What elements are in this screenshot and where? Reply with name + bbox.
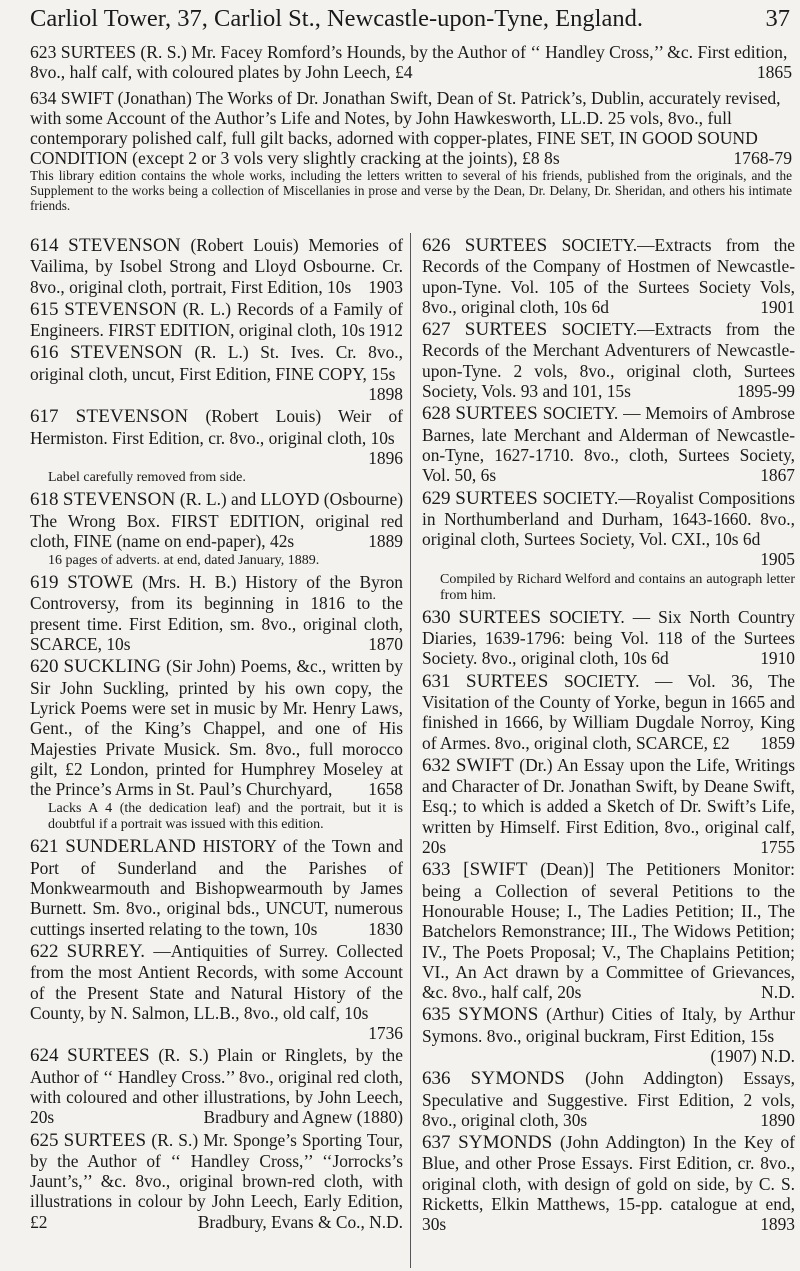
catalogue-entry (422, 755, 795, 857)
entry-date: 1912 (368, 320, 403, 341)
catalogue-entry (422, 607, 795, 669)
catalogue-entry (422, 403, 795, 485)
entry-text: (Robert Louis) Weir of Hermiston. First Edition, cr. 8vo., original cloth, 10s (30, 406, 403, 448)
entry-text: (Dean)] The Petitioners Monitor: being a Collection of several Petitions to the Honourable House; I., The Ladies Petition; II., The Batchelors Remonstrance; III., The Widows Petition; IV., The Poets Proposal; V., The Chaplains Petition; VI., An Act drawn by a Committee of Grievances, &c. 8vo., half calf, 20s (422, 859, 795, 1003)
entry-text: (R. S.) Mr. Sponge’s Sporting Tour, by the Author of ‘‘ Handley Cross,’’ ‘‘Jorrocks’s Jaunt’s,’’ &c. 8vo., original brown-red cloth, with illustrations in colour by John Leech, Early Edition, £2 (30, 1129, 403, 1232)
entry-heading: SURTEES (458, 606, 542, 628)
catalogue-entry (30, 406, 403, 468)
entry-text: —Antiquities of Surrey. Collected from the most Antient Records, with some Account of the Present State and Natural History of the County, by N. Salmon, LL.B., 8vo., old calf, 10s (30, 940, 403, 1023)
entry-text: (R. L.) St. Ives. Cr. 8vo., original cloth, uncut, First Edition, FINE COPY, 15s (30, 342, 403, 384)
catalogue-entry (422, 1068, 795, 1130)
catalogue-entry (30, 941, 403, 1043)
entry-heading: SWIFT (455, 754, 514, 776)
entry-heading: SURTEES (465, 670, 549, 692)
catalogue-entry (422, 235, 795, 317)
entry-heading: SUNDERLAND (65, 836, 197, 858)
entry-heading: SYMONS (458, 1004, 539, 1026)
page-number: 37 (765, 5, 790, 32)
entry-date: 1768-79 (733, 148, 792, 168)
entry-number: 631 (422, 670, 451, 692)
catalogue-entry (422, 671, 795, 753)
entry-text: SOCIETY.—Extracts from the Records of the Merchant Adventurers of Newcastle-upon-Tyne. 2 vols, 8vo., original cloth, Surtees Society, Vols. 93 and 101, 15s (422, 319, 795, 402)
catalogue-entry (30, 836, 403, 938)
catalogue-entry (422, 488, 795, 570)
entry-number: 625 (30, 1129, 59, 1151)
entry-text: (John Addington) In the Key of Blue, and other Prose Essays. First Edition, cr. 8vo., original cloth, with design of gold on side, by C. S. Ricketts, Elkin Matthews, 15-pp. catalogue at end, 30s (422, 1132, 795, 1235)
entry-heading: STEVENSON (68, 235, 181, 256)
page-header (30, 4, 790, 34)
entry-text: (Arthur) Cities of Italy, by Arthur Symons. 8vo., original buckram, First Edition, 15s (422, 1004, 795, 1046)
entry-number: 617 (30, 406, 59, 428)
entry-text: SOCIETY. — Vol. 36, The Visitation of the County of Yorke, begun in 1665 and finished in 1666, by William Dugdale Norroy, King of Armes. 8vo., original cloth, SCARCE, £2 (422, 670, 795, 753)
entry-heading: SURREY. (66, 940, 146, 962)
entry-number: 632 (422, 754, 451, 776)
catalogue-entry (422, 1132, 795, 1234)
entry-date: 1896 (368, 447, 403, 468)
entry-text: (Sir John) Poems, &c., written by Sir John Suckling, printed by his own copy, the Lyrick Poems were set in music by Mr. Henry Laws, Gent., of the King’s Chappel, and one of His Majesties Private Musick. Sm. 8vo., full morocco gilt, £2 London, printed for Humphrey Moseley at the Prince’s Arms in St. Paul’s Churchyard, (30, 656, 403, 800)
entry-date: 1910 (760, 648, 795, 669)
entry-number: 633 (422, 859, 451, 881)
left-column (30, 235, 403, 1234)
catalogue-entry (422, 319, 795, 401)
entry-number: 630 (422, 606, 451, 628)
top-entry-634 (30, 88, 792, 213)
entry-text: SOCIETY. — Six North Country Diaries, 1639-1796: being Vol. 118 of the Surtees Society. 8vo., original cloth, 10s 6d (422, 606, 795, 669)
entry-text: (R. S.) Plain or Ringlets, by the Author of ‘‘ Handley Cross.’’ 8vo., original red cloth, with coloured and other illustrations, by John Leech, 20s (30, 1045, 403, 1128)
catalogue-entry (30, 235, 403, 297)
entry-date: 1755 (760, 837, 795, 858)
entry-date: Bradbury, Evans & Co., N.D. (197, 1211, 403, 1232)
entry-heading: [SWIFT (463, 859, 528, 881)
entry-number: 619 (30, 572, 59, 594)
entry-text: SOCIETY.—Royalist Compositions in Northumberland and Durham, 1643-1660. 8vo., original cloth, Surtees Society, Vol. CXI., 10s 6d (422, 487, 795, 550)
entry-text: SURTEES (R. S.) Mr. Facey Romford’s Hounds, by the Author of ‘‘ Handley Cross,’’ &c. First edition, 8vo., half calf, with coloured plates by John Leech, £4 (30, 42, 788, 82)
entry-heading: SURTEES (464, 319, 548, 341)
entry-text: (Robert Louis) Memories of Vailima, by Isobel Strong and Lloyd Osbourne. Cr. 8vo., original cloth, portrait, First Edition, 10s (30, 235, 403, 297)
entry-date: 1859 (760, 732, 795, 753)
entry-date: 1898 (368, 384, 403, 405)
entry-number: 627 (422, 319, 451, 341)
entry-note: 16 pages of adverts. at end, dated January, 1889. (48, 553, 320, 569)
entry-heading: STEVENSON (70, 342, 183, 364)
entry-text: (John Addington) Essays, Speculative and Suggestive. First Edition, 2 vols, 8vo., original cloth, 30s (422, 1068, 795, 1130)
entry-number: 620 (30, 656, 59, 678)
entry-number: 616 (30, 342, 59, 364)
top-entry-623 (30, 42, 792, 82)
entry-date: 1895-99 (737, 381, 795, 402)
entry-number: 618 (30, 489, 59, 511)
entry-heading: SYMONDS (458, 1132, 553, 1154)
column-divider (410, 233, 411, 1268)
entry-date: 1890 (760, 1109, 795, 1130)
entry-date: 1736 (368, 1023, 403, 1044)
entry-note: Compiled by Richard Welford and contains an autograph letter from him. (440, 571, 795, 603)
entry-date: 1867 (760, 465, 795, 486)
entry-number: 634 (30, 88, 57, 108)
entry-number: 635 (422, 1004, 451, 1026)
entry-number: 614 (30, 235, 59, 256)
catalogue-entry (30, 299, 403, 341)
entry-heading: SYMONDS (470, 1068, 565, 1090)
catalogue-entry (422, 1004, 795, 1066)
entry-note: Label carefully removed from side. (48, 470, 246, 486)
entry-heading: STOWE (67, 572, 134, 594)
entry-number: 629 (422, 487, 451, 509)
entry-text: (Dr.) An Essay upon the Life, Writings and Character of Dr. Jonathan Swift, by Deane Swift, Esq.; to which is added a Sketch of Dr. Swift’s Life, written by Himself. First Edition, 8vo., original calf, 20s (422, 754, 795, 858)
entry-heading: SURTEES (67, 1045, 150, 1067)
entry-text: HISTORY of the Town and Port of Sunderland and the Parishes of Monkwearmouth and Bishopwearmouth by James Burnett. Sm. 8vo., original bds., UNCUT, numerous cuttings inserted relating to the town, 10s (30, 836, 403, 939)
entry-date: 1893 (760, 1214, 795, 1235)
entry-number: 626 (422, 235, 451, 256)
catalogue-entry (30, 1130, 403, 1232)
entry-heading: SURTEES (455, 403, 538, 425)
entry-heading: STEVENSON (62, 489, 176, 511)
catalogue-entry (30, 656, 403, 799)
entry-number: 628 (422, 403, 451, 425)
entry-date: Bradbury and Agnew (1880) (203, 1107, 403, 1128)
entry-date: (1907) N.D. (710, 1045, 795, 1066)
entry-text: (R. L.) and LLOYD (Osbourne) The Wrong Box. FIRST EDITION, original red cloth, FINE (name on end-paper), 42s (30, 489, 403, 551)
entry-number: 621 (30, 836, 59, 858)
entry-number: 623 (30, 42, 57, 62)
entry-date: 1903 (368, 276, 403, 297)
entry-heading: SURTEES (455, 487, 538, 509)
entry-number: 615 (30, 298, 59, 320)
entry-heading: STEVENSON (64, 298, 177, 320)
entry-note: Lacks A 4 (the dedication leaf) and the portrait, but it is doubtful if a portrait was issued with this edition. (48, 801, 403, 833)
entry-date: 1830 (368, 918, 403, 939)
entry-text: SOCIETY. — Memoirs of Ambrose Barnes, late Merchant and Alderman of Newcastle-on-Tyne, 1627-1710. 8vo., cloth, Surtees Society, Vol. 50, 6s (422, 403, 795, 486)
catalogue-entry (30, 572, 403, 654)
entry-heading: SUCKLING (63, 656, 162, 678)
entry-date: N.D. (761, 982, 795, 1003)
entry-heading: SURTEES (63, 1129, 147, 1151)
entry-note: This library edition contains the whole works, including the letters written to several of his friends, published from the originals, and the Supplement to the works being a collection of Miscellanies in prose and verse by the Dean, Dr. Delany, Dr. Sheridan, and others his intimate friends. (30, 168, 792, 213)
entry-heading: STEVENSON (75, 406, 189, 428)
right-column (422, 235, 795, 1237)
entry-text: (Mrs. H. B.) History of the Byron Controversy, from its beginning in 1816 to the present time. First Edition, sm. 8vo., original cloth, SCARCE, 10s (30, 572, 403, 655)
entry-number: 636 (422, 1068, 451, 1090)
entry-number: 624 (30, 1045, 59, 1067)
catalogue-entry (422, 859, 795, 1002)
entry-heading: SURTEES (464, 235, 548, 256)
entry-number: 637 (422, 1132, 451, 1154)
entry-date: 1905 (760, 549, 795, 570)
entry-date: 1901 (760, 296, 795, 317)
header-address: Carliol Tower, 37, Carliol St., Newcastle-upon-Tyne, England. (30, 5, 643, 32)
entry-text: SOCIETY.—Extracts from the Records of the Company of Hostmen of Newcastle-upon-Tyne. Vol. 105 of the Surtees Society Vols, 8vo., original cloth, 10s 6d (422, 235, 795, 317)
catalogue-entry (30, 1045, 403, 1127)
entry-text: SWIFT (Jonathan) The Works of Dr. Jonathan Swift, Dean of St. Patrick’s, Dublin, accurately revised, with some Account of the Author’s Life and Notes, by John Hawkesworth, LL.D. 25 vols, 8vo., full contemporary polished calf, full gilt backs, adorned with copper-plates, FINE SET, IN GOOD SOUND CONDITION (except 2 or 3 vols very slightly cracking at the joints), £8 8s (30, 88, 781, 168)
entry-date: 1870 (368, 634, 403, 655)
entry-date: 1865 (756, 62, 792, 82)
catalogue-entry (30, 489, 403, 551)
entry-number: 622 (30, 940, 59, 962)
entry-date: 1889 (368, 530, 403, 551)
entry-date: 1658 (368, 779, 403, 800)
catalogue-entry (30, 342, 403, 404)
entry-text: (R. L.) Records of a Family of Engineers. FIRST EDITION, original cloth, 10s (30, 298, 403, 341)
